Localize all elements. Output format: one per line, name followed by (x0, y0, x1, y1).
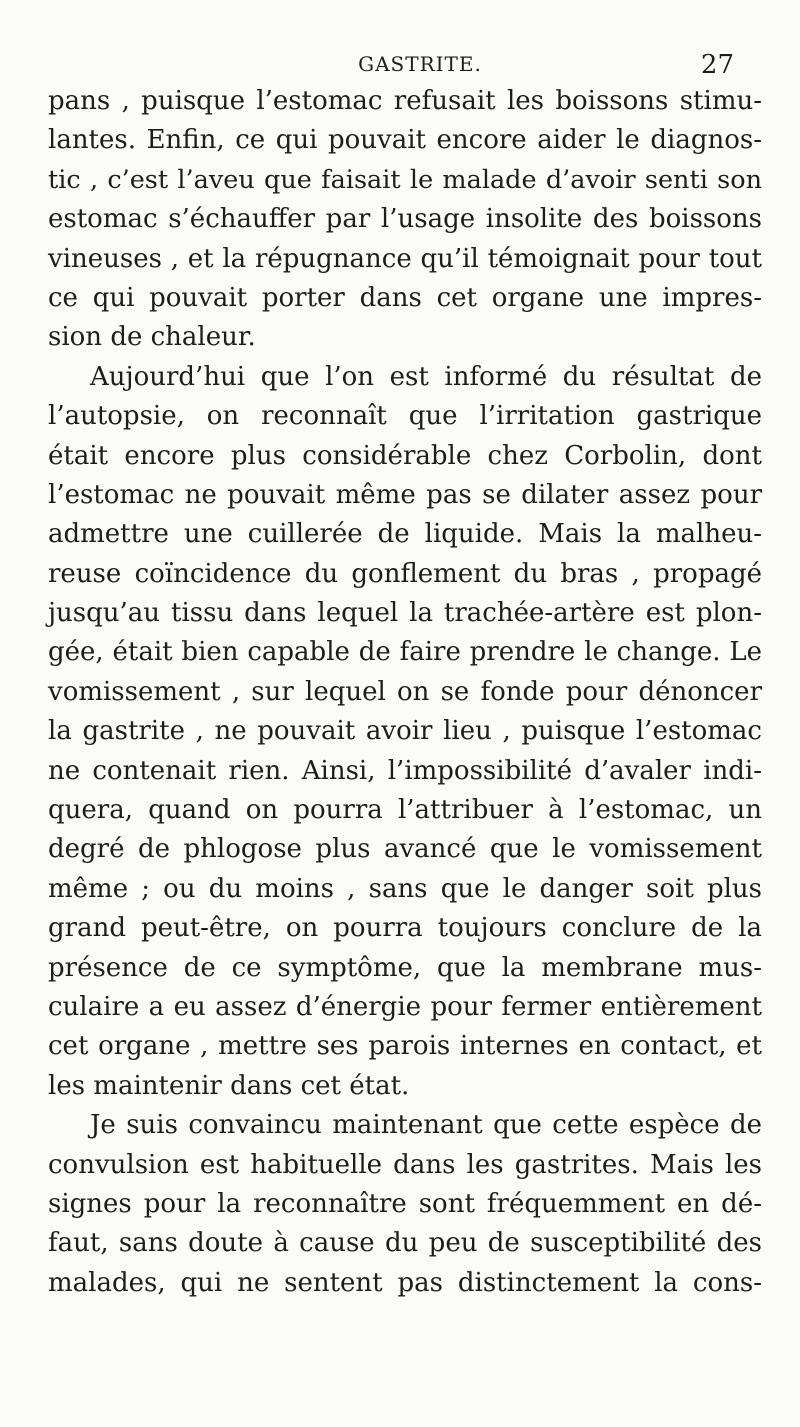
body-text (48, 82, 762, 1303)
text-line: tic , c’est l’aveu que faisait le malade d’avoir senti son (48, 164, 762, 195)
text-line: quera, quand on pourra l’attribuer à l’estomac, un (48, 795, 762, 826)
text-line: jusqu’au tissu dans lequel la trachée-artère est plon- (48, 598, 762, 629)
text-line: vomissement , sur lequel on se fonde pour dénoncer (48, 676, 762, 707)
text-line: malades, qui ne sentent pas distinctement la cons- (48, 1267, 762, 1298)
text-line: même ; ou du moins , sans que le danger soit plus (48, 873, 762, 904)
text-line: vineuses , et la répugnance qu’il témoignait pour tout (48, 243, 762, 274)
text-line: gée, était bien capable de faire prendre le change. Le (48, 637, 762, 668)
text-line: culaire a eu assez d’énergie pour fermer entièrement (48, 991, 762, 1022)
page-number: 27 (700, 50, 734, 80)
text-line: grand peut-être, on pourra toujours conclure de la (48, 913, 762, 944)
text-line: pans , puisque l’estomac refusait les boissons stimu- (48, 86, 762, 116)
text-line: l’autopsie, on reconnaît que l’irritation gastrique (48, 401, 762, 432)
text-line: l’estomac ne pouvait même pas se dilater assez pour (48, 479, 762, 510)
text-line: lantes. Enfin, ce qui pouvait encore aider le diagnos- (48, 125, 762, 156)
text-line: les maintenir dans cet état. (48, 1070, 410, 1101)
text-line: présence de ce symptôme, que la membrane mus- (48, 952, 762, 983)
text-line: signes pour la reconnaître sont fréquemment en dé- (48, 1188, 762, 1219)
text-line: sion de chaleur. (48, 322, 256, 353)
text-line: ne contenait rien. Ainsi, l’impossibilité d’avaler indi- (48, 755, 762, 786)
text-line: estomac s’échauffer par l’usage insolite des boissons (48, 204, 762, 235)
text-line: convulsion est habituelle dans les gastrites. Mais les (48, 1149, 762, 1180)
text-line: était encore plus considérable chez Corbolin, dont (48, 440, 762, 471)
paragraph-first-line: Aujourd’hui que l’on est informé du résultat de (90, 361, 762, 392)
text-line: cet organe , mettre ses parois internes en contact, et (48, 1031, 762, 1062)
paragraph-first-line: Je suis convaincu maintenant que cette espèce de (90, 1110, 762, 1141)
text-line: ce qui pouvait porter dans cet organe une impres- (48, 282, 762, 313)
text-line: reuse coïncidence du gonflement du bras , propagé (48, 558, 762, 589)
text-line: la gastrite , ne pouvait avoir lieu , puisque l’estomac (48, 716, 762, 747)
running-title: GASTRITE. (358, 52, 482, 76)
text-line: admettre une cuillerée de liquide. Mais la malheu- (48, 519, 762, 550)
text-line: degré de phlogose plus avancé que le vomissement (48, 834, 762, 865)
text-line: faut, sans doute à cause du peu de susceptibilité des (48, 1228, 762, 1259)
